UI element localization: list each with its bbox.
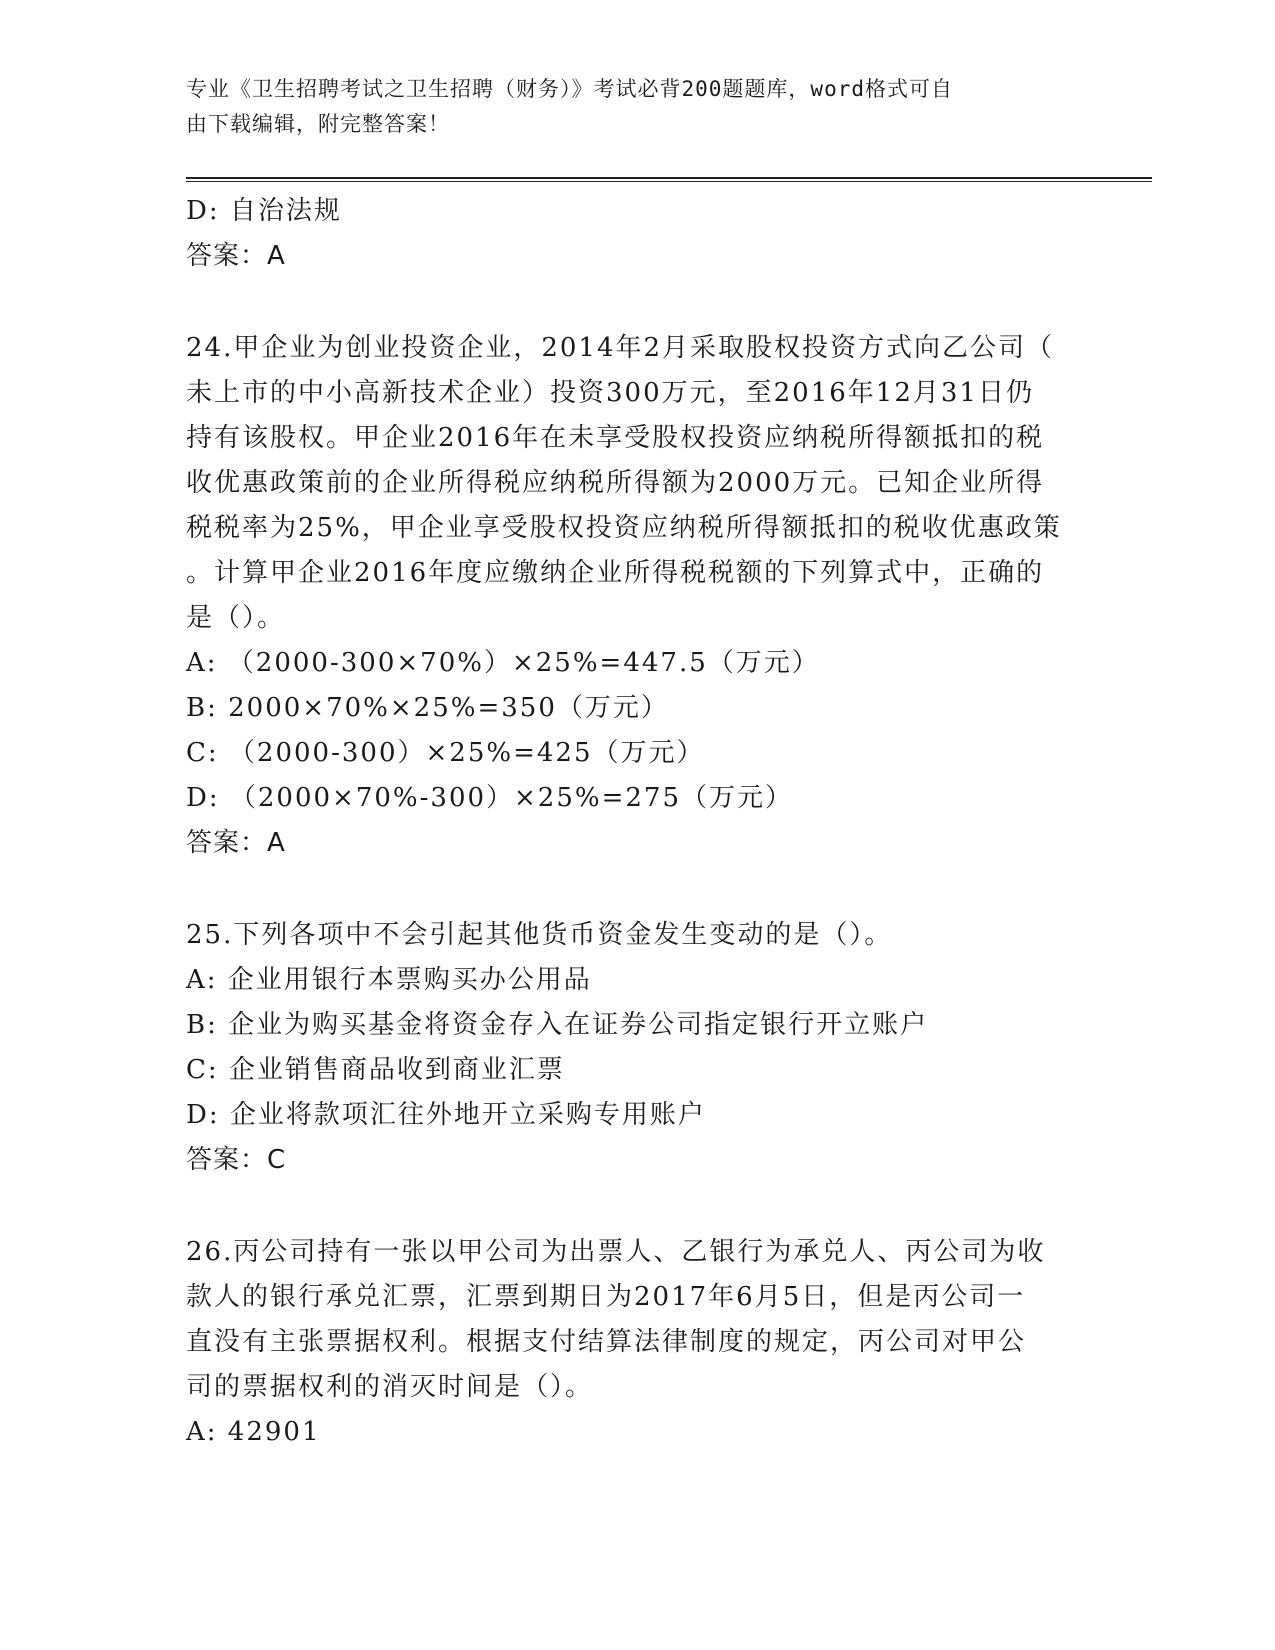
question-24-option-c: C: （2000-300）×25%=425（万元） bbox=[186, 738, 705, 768]
header-line-2: 由下载编辑，附完整答案！ bbox=[186, 112, 450, 136]
question-24-line-3: 持有该股权。甲企业2016年在未享受股权投资应纳税所得额抵扣的税 bbox=[186, 423, 1045, 453]
question-25-option-a: A: 企业用银行本票购买办公用品 bbox=[186, 965, 592, 995]
header-line-1: 专业《卫生招聘考试之卫生招聘（财务）》考试必背200题题库，word格式可自 bbox=[186, 77, 953, 101]
question-25-option-c: C: 企业销售商品收到商业汇票 bbox=[186, 1055, 565, 1085]
question-24-line-2: 未上市的中小高新技术企业）投资300万元，至2016年12月31日仍 bbox=[186, 378, 1034, 408]
prev-answer: 答案：A bbox=[186, 241, 286, 271]
question-24-answer: 答案：A bbox=[186, 828, 286, 858]
question-24-option-b: B: 2000×70%×25%=350（万元） bbox=[186, 693, 669, 723]
header-divider-thin bbox=[186, 181, 1152, 182]
spacer bbox=[186, 279, 1086, 326]
document-body bbox=[186, 189, 1086, 1455]
spacer bbox=[186, 866, 1086, 913]
question-26 bbox=[186, 1230, 1086, 1455]
question-24-line-6: 。计算甲企业2016年度应缴纳企业所得税税额的下列算式中，正确的 bbox=[186, 558, 1045, 588]
question-26-option-a: A: 42901 bbox=[186, 1417, 321, 1447]
question-24 bbox=[186, 326, 1086, 866]
question-26-line-4: 司的票据权利的消灭时间是（）。 bbox=[186, 1372, 594, 1402]
spacer bbox=[186, 1183, 1086, 1230]
question-26-line-3: 直没有主张票据权利。根据支付结算法律制度的规定，丙公司对甲公 bbox=[186, 1327, 1027, 1357]
document-header bbox=[186, 72, 1066, 142]
question-24-option-a: A: （2000-300×70%）×25%=447.5（万元） bbox=[186, 648, 820, 678]
header-divider-thick bbox=[186, 177, 1152, 179]
question-25-answer: 答案：C bbox=[186, 1145, 287, 1175]
question-24-line-4: 收优惠政策前的企业所得税应纳税所得额为2000万元。已知企业所得 bbox=[186, 468, 1045, 498]
question-26-line-2: 款人的银行承兑汇票，汇票到期日为2017年6月5日，但是丙公司一 bbox=[186, 1282, 1026, 1312]
question-24-line-5: 税税率为25%，甲企业享受股权投资应纳税所得额抵扣的税收优惠政策 bbox=[186, 513, 1062, 543]
question-26-line-1: 26.丙公司持有一张以甲公司为出票人、乙银行为承兑人、丙公司为收 bbox=[186, 1237, 1046, 1267]
question-25-option-b: B: 企业为购买基金将资金存入在证券公司指定银行开立账户 bbox=[186, 1010, 929, 1040]
question-24-line-7: 是（）。 bbox=[186, 603, 286, 633]
question-24-option-d: D: （2000×70%-300）×25%=275（万元） bbox=[186, 783, 794, 813]
question-24-line-1: 24.甲企业为创业投资企业，2014年2月采取股权投资方式向乙公司（ bbox=[186, 333, 1055, 363]
question-25-option-d: D: 企业将款项汇往外地开立采购专用账户 bbox=[186, 1100, 706, 1130]
prev-option-d: D: 自治法规 bbox=[186, 196, 342, 226]
question-25-line-1: 25.下列各项中不会引起其他货币资金发生变动的是（）。 bbox=[186, 920, 893, 950]
question-25 bbox=[186, 913, 1086, 1183]
